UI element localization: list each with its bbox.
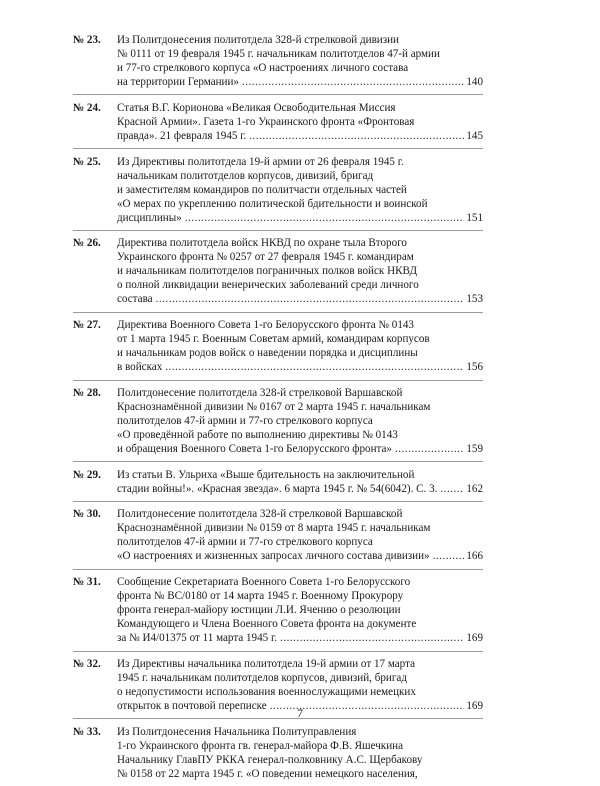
entry-text: и заместителям командиров по политчасти отдельных частей [117,183,407,196]
leader-dots [156,292,465,306]
entry-number: № 33. [73,725,101,738]
toc-entry-line [73,428,483,442]
entry-text: и обращения Военного Совета 1-го Белорусского фронта» [117,442,392,455]
leader-dots [395,442,464,456]
toc-entry-line [73,414,483,428]
toc-entry-line [73,631,483,645]
toc-entry-line [73,236,483,250]
toc-entry-line [73,521,483,535]
toc-entry [73,507,483,563]
entry-page-number: 166 [466,550,483,563]
toc-entry [73,468,483,496]
entry-text: дисциплины» [117,211,182,224]
entry-text: политотделов 47-й армии и 77-го стрелкового корпуса [117,536,373,549]
toc-entry-line [73,767,483,781]
entry-text: Из Политдонесения политотдела 328-й стрелковой дивизии [117,34,399,46]
entry-text: Сообщение Секретариата Военного Совета 1-го Белорусского [117,576,411,589]
entry-text: от 1 марта 1945 г. Военным Советам армий, командирам корпусов [117,333,430,346]
toc-entry-line [73,169,483,183]
toc-entry-line [73,549,483,563]
leader-dots [165,360,464,374]
entry-text: Политдонесение политотдела 328-й стрелковой Варшавской [117,508,403,521]
entry-separator [73,230,483,231]
entry-text: Из Директивы начальника политотдела 19-й армии от 17 марта [117,658,415,671]
toc-entry-line [73,318,483,332]
entry-text: Из статьи В. Ульриха «Выше бдительность на заключительной [117,468,415,481]
entry-text: Краснознамённой дивизии № 0167 от 2 марта 1945 г. начальникам [117,400,431,413]
toc-entry-line [73,211,483,225]
entry-text: правда». 21 февраля 1945 г. [117,129,247,142]
entry-number: № 29. [73,468,101,481]
entry-text: «О мерах по укреплению политической бдительности и воинской [117,197,428,210]
toc-entry [73,575,483,645]
entry-separator [73,651,483,652]
toc-entry-line [73,264,483,278]
entry-text: состава [117,293,153,306]
toc-entry-line [73,739,483,753]
leader-dots [433,549,465,563]
leader-dots [249,129,464,143]
entry-text: политотделов 47-й армии и 77-го стрелкового корпуса [117,414,373,427]
toc-entry-line [73,360,483,374]
toc-entry-line [73,115,483,129]
toc-entry-line [73,101,483,115]
entry-number: № 23. [73,34,101,46]
toc-entry-line [73,603,483,617]
entry-text: в войсках [117,361,163,374]
toc-entry-line [73,725,483,739]
entry-text: и 77-го стрелкового корпуса «О настроениях личного состава [117,62,409,74]
entry-separator [73,380,483,381]
entry-text: и начальникам родов войск о наведении порядка и дисциплины [117,347,418,360]
page-number: 7 [297,706,303,720]
entry-text: Из Политдонесения Начальника Политуправления [117,725,357,738]
entry-text: Политдонесение политотдела 328-й стрелковой Варшавской [117,386,403,399]
entry-page-number: 140 [466,76,483,88]
entry-number: № 26. [73,237,101,250]
entry-text: на территории Германии» [117,76,239,88]
entry-text: Директива политотдела войск НКВД по охране тыла Второго [117,237,407,250]
entry-number: № 27. [73,319,101,332]
leader-dots [440,482,464,496]
toc-entry-line [73,671,483,685]
entry-page-number: 151 [466,211,483,224]
entry-text: и начальникам политотделов пограничных полков войск НКВД [117,265,418,278]
toc-entry [73,725,483,781]
toc-entry-line [73,617,483,631]
toc-entry-line [73,155,483,169]
entry-number: № 28. [73,386,101,399]
leader-dots [280,631,464,645]
toc-entry-line [73,33,483,47]
entry-separator [73,501,483,502]
entry-page-number: 162 [466,482,483,495]
entry-separator [73,569,483,570]
entry-text: «О настроениях и жизненных запросах личного состава дивизии» [117,550,430,563]
entry-text: открыток в почтовой переписке [117,700,267,713]
entry-separator [73,461,483,462]
entry-text: начальникам политотделов корпусов, дивизий, бригад [117,169,374,182]
toc-entry-line [73,468,483,482]
entry-number: № 32. [73,658,101,671]
toc-entry-line [73,400,483,414]
toc-entry-line [73,75,483,89]
entry-text: Краснознамённой дивизии № 0159 от 8 марта 1945 г. начальникам [117,522,431,535]
toc-entry [73,318,483,374]
entry-text: Красной Армии». Газета 1-го Украинского фронта «Фронтовая [117,115,415,128]
entry-text: Командующего и Члена Военного Совета фронта на документе [117,618,417,631]
toc-entry-line [73,183,483,197]
entry-text: о полной ликвидации венерических заболеваний среди личного [117,279,419,292]
entry-page-number: 169 [466,700,483,713]
entry-text: Директива Военного Совета 1-го Белорусского фронта № 0143 [117,319,414,332]
entry-number: № 30. [73,508,101,521]
toc-entry-line [73,129,483,143]
entry-page-number: 169 [466,632,483,645]
entry-text: фронта № ВС/0180 от 14 марта 1945 г. Военному Прокурору [117,590,404,603]
entry-text: Из Директивы политотдела 19-й армии от 26 февраля 1945 г. [117,155,404,168]
toc-entry-line [73,753,483,767]
toc-entry-line [73,535,483,549]
toc-entry-line [73,507,483,521]
toc-entry-line [73,482,483,496]
toc-entry [73,101,483,143]
toc-entry-line [73,278,483,292]
table-of-contents [73,33,483,786]
entry-text: за № И4/01375 от 11 марта 1945 г. [117,632,278,645]
entry-separator [73,94,483,95]
toc-entry-line [73,589,483,603]
toc-entry-line [73,657,483,671]
entry-text: Украинского фронта № 0257 от 27 февраля 1945 г. командирам [117,251,414,264]
toc-entry-line [73,685,483,699]
leader-dots [185,211,465,225]
toc-entry-line [73,197,483,211]
toc-entry [73,386,483,456]
toc-entry-line [73,442,483,456]
entry-text: «О проведённой работе по выполнению директивы № 0143 [117,428,398,441]
entry-page-number: 159 [466,442,483,455]
entry-text: Статья В.Г. Корионова «Великая Освободительная Миссия [117,101,396,114]
toc-entry-line [73,386,483,400]
entry-number: № 31. [73,576,101,589]
toc-entry-line [73,47,483,61]
entry-number: № 25. [73,155,101,168]
entry-text: 1-го Украинского фронта гв. генерал-майора Ф.В. Яшечкина [117,739,403,752]
toc-entry [73,236,483,306]
entry-number: № 24. [73,101,101,114]
toc-entry-line [73,61,483,75]
toc-entry [73,657,483,713]
entry-page-number: 153 [466,293,483,306]
entry-text: № 0111 от 19 февраля 1945 г. начальникам политотделов 47-й армии [117,48,440,60]
toc-entry-line [73,292,483,306]
entry-separator [73,312,483,313]
entry-text: 1945 г. начальникам политотделов корпусов, дивизий, бригад [117,672,407,685]
entry-text: № 0158 от 22 марта 1945 г. «О поведении немецкого населения, [117,767,418,780]
toc-entry-line [73,250,483,264]
toc-entry [73,33,483,89]
entry-text: о недопустимости использования военнослужащими немецких [117,686,416,699]
entry-page-number: 145 [466,129,483,142]
entry-text: стадии войны!». «Красная звезда». 6 марта 1945 г. № 54(6042). С. 3. [117,482,438,495]
leader-dots [242,75,464,89]
toc-entry-line [73,575,483,589]
entry-text: Начальнику ГлавПУ РККА генерал-полковнику А.С. Щербакову [117,753,423,766]
entry-text: фронта генерал-майору юстиции Л.И. Ячению о резолюции [117,604,401,617]
entry-page-number: 156 [466,361,483,374]
toc-entry-line [73,346,483,360]
toc-entry-line [73,332,483,346]
entry-separator [73,148,483,149]
toc-entry [73,155,483,225]
